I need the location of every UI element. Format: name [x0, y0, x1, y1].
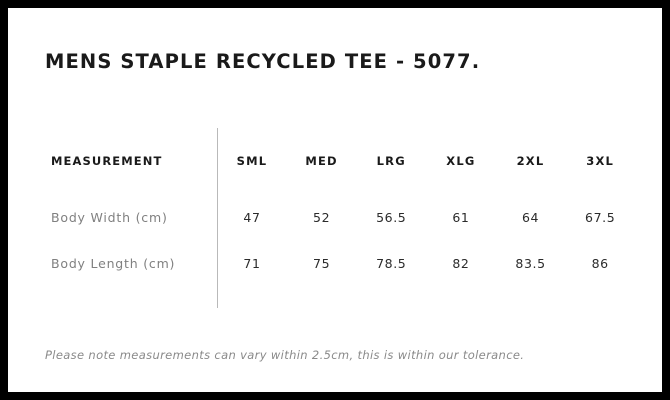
cell-body-length-lrg: 78.5 [376, 255, 407, 271]
column-header-lrg: LRG [376, 154, 406, 168]
cell-body-width-2xl: 64 [521, 209, 540, 225]
tolerance-note: Please note measurements can vary within 2.5cm, this is within our tolerance. [45, 348, 525, 362]
cell-body-length-med: 75 [313, 255, 331, 271]
row-label-body-width: Body Width (cm) [51, 209, 168, 225]
column-header-2xl: 2XL [516, 154, 545, 168]
column-header-med: MED [305, 154, 338, 168]
table-row [45, 194, 635, 240]
cell-body-length-sml: 71 [243, 255, 261, 271]
cell-body-width-xlg: 61 [452, 209, 470, 225]
cell-body-width-3xl: 67.5 [585, 209, 616, 225]
size-chart-page [8, 8, 662, 392]
size-table-container [45, 128, 635, 286]
row-label-body-length: Body Length (cm) [51, 255, 176, 271]
cell-body-width-lrg: 56.5 [376, 209, 407, 225]
cell-body-width-med: 52 [313, 209, 331, 225]
page-title: MENS STAPLE RECYCLED TEE - 5077. [45, 50, 481, 73]
cell-body-length-3xl: 86 [591, 255, 609, 271]
size-table [45, 128, 635, 286]
cell-body-length-xlg: 82 [452, 255, 470, 271]
table-header-row [45, 128, 635, 194]
cell-body-width-sml: 47 [243, 209, 261, 225]
column-header-xlg: XLG [446, 154, 476, 168]
table-row [45, 240, 635, 286]
column-header-3xl: 3XL [586, 154, 615, 168]
column-header-measurement: MEASUREMENT [51, 154, 163, 168]
cell-body-length-2xl: 83.5 [515, 255, 546, 271]
column-header-sml: SML [236, 154, 268, 168]
